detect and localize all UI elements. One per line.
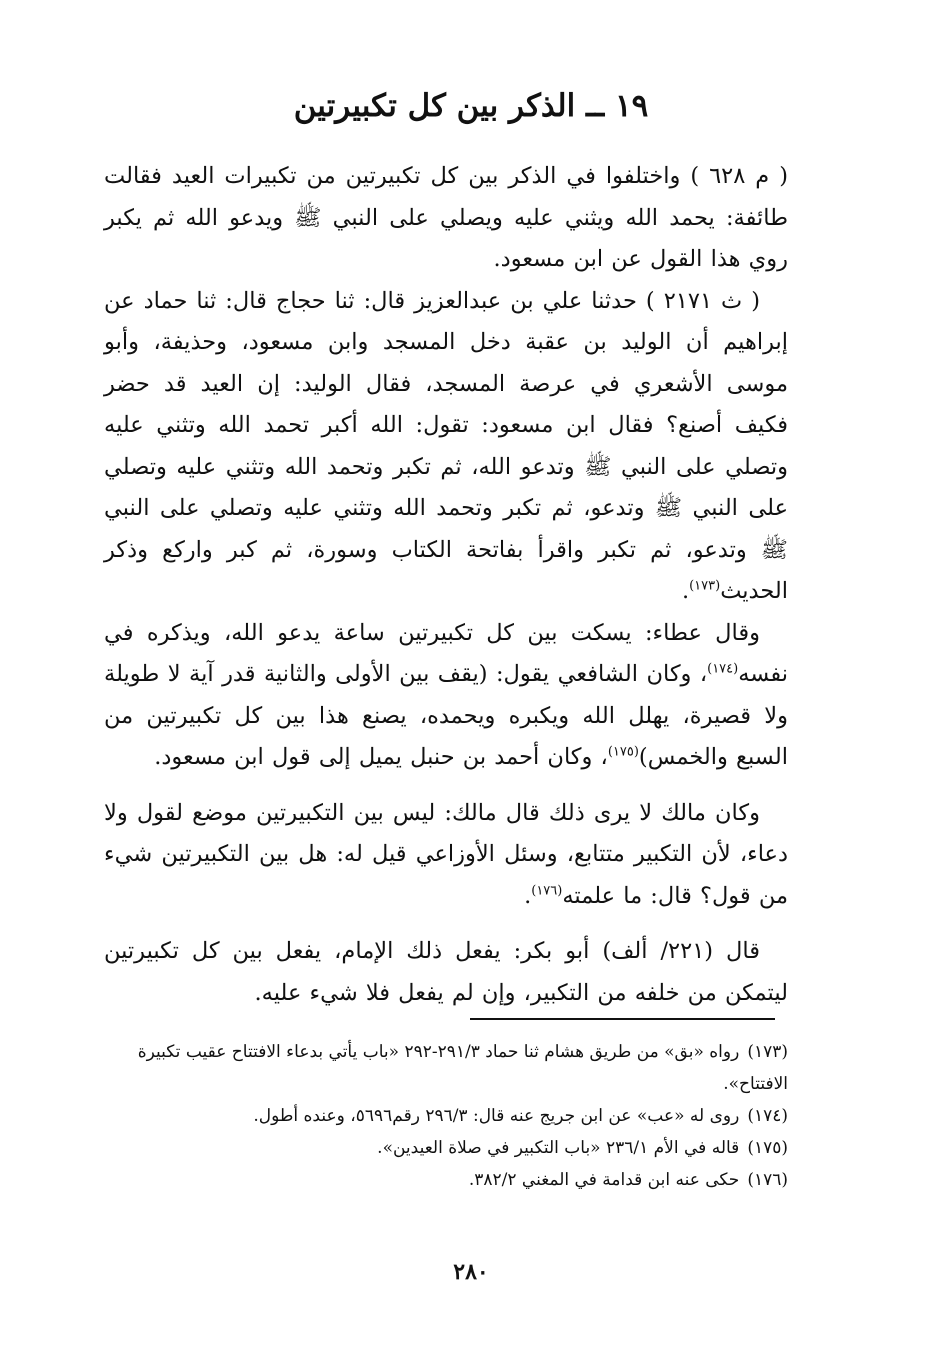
footnote-text: روى له «عب» عن ابن جريج عنه قال: ٢٩٦/٣ رقم٥٦٩٦، وعنده أطول. [253,1106,740,1126]
paragraph-4-tail: . [524,882,532,909]
footnote-number: (١٧٦) [747,1170,788,1190]
paragraph-5 [104,931,788,1014]
paragraph-3-text: وقال عطاء: يسكت بين كل تكبيرتين ساعة يدعو الله، ويذكره في نفسه [104,619,788,687]
footnote-ref-176[interactable]: (١٧٦) [531,883,563,898]
paragraph-2 [104,281,788,613]
footnote-ref-175[interactable]: (١٧٥) [607,744,639,760]
page-number: ٢٨٠ [453,1259,489,1285]
footnote-text: حكى عنه ابن قدامة في المغني ٣٨٢/٢. [468,1170,740,1190]
paragraph-3 [104,613,788,779]
footnote-text: رواه «بق» من طريق هشام ثنا حماد ٢٩١/٣-٢٩٢ «باب يأتي بدعاء الافتتاح عقيب تكبيرة الافتتاح». [137,1042,788,1094]
footnote-number: (١٧٤) [747,1106,788,1126]
paragraph-3-tail2: ، وكان أحمد بن حنبل يميل إلى قول ابن مسعود. [154,744,608,770]
chapter-heading: ١٩ ــ الذكر بين كل تكبيرتين [293,88,649,124]
footnote-number: (١٧٥) [747,1138,788,1158]
footnote-text: قاله في الأم ٢٣٦/١ «باب التكبير في صلاة العيدين». [377,1138,740,1158]
main-text [104,156,788,1014]
footnote-175 [104,1132,788,1164]
paragraph-3-tail: ، وكان الشافعي يقول: (يقف بين الأولى والثانية قدر آية لا طويلة ولا قصيرة، يهلل الله ويكبره ويحمده، يصنع هذا بين كل تكبيرتين من السبع والخمس) [104,661,788,770]
paragraph-5-text: قال (٢٢١/ ألف) أبو بكر: يفعل ذلك الإمام، يفعل بين كل تكبيرتين ليتمكن من خلفه من التكبير، وإن لم يفعل فلا شيء عليه. [104,938,788,1006]
footnotes [104,1036,788,1196]
paragraph-1 [104,156,788,281]
paragraph-4-text: وكان مالك لا يرى ذلك قال مالك: ليس بين التكبيرتين موضع لقول ولا دعاء، لأن التكبير متتابع، وسئل الأوزاعي قيل له: هل بين التكبيرتين شيء من قول؟ قال: ما علمته [104,799,788,909]
footnote-separator [470,1018,775,1020]
footnote-ref-173[interactable]: (١٧٣) [689,578,721,594]
footnote-174 [104,1100,788,1132]
paragraph-1-text: ( م ٦٢٨ ) واختلفوا في الذكر بين كل تكبيرتين من تكبيرات العيد فقالت طائفة: يحمد الله ويثني عليه ويصلي على النبي ﷺ ويدعو الله ثم يكبر روي هذا القول عن ابن مسعود. [104,163,788,272]
footnote-number: (١٧٣) [747,1042,788,1062]
paragraph-2-text: ( ث ٢١٧١ ) حدثنا علي بن عبدالعزيز قال: ثنا حجاج قال: ثنا حماد عن إبراهيم أن الوليد بن عقبة دخل المسجد وابن مسعود، وحذيفة، وأبو موسى الأشعري في عرصة المسجد، فقال الوليد: إن العيد قد حضر فكيف أصنع؟ فقال ابن مسعود: تقول: الله أكبر تحمد الله وتثني عليه وتصلي على النبي ﷺ وتدعو الله، ثم تكبر وتحمد الله وتثني عليه وتصلي على النبي ﷺ وتدعو، ثم تكبر وتحمد الله وتثني عليه وتصلي على النبي ﷺ وتدعو، ثم تكبر واقرأ بفاتحة الكتاب وسورة، ثم كبر واركع وذكر الحديث [104,287,788,604]
footnote-176 [104,1164,788,1196]
paragraph-4 [104,793,788,918]
footnote-ref-174[interactable]: (١٧٤) [707,661,739,677]
footnote-173 [104,1036,788,1100]
paragraph-2-tail: . [681,578,690,604]
